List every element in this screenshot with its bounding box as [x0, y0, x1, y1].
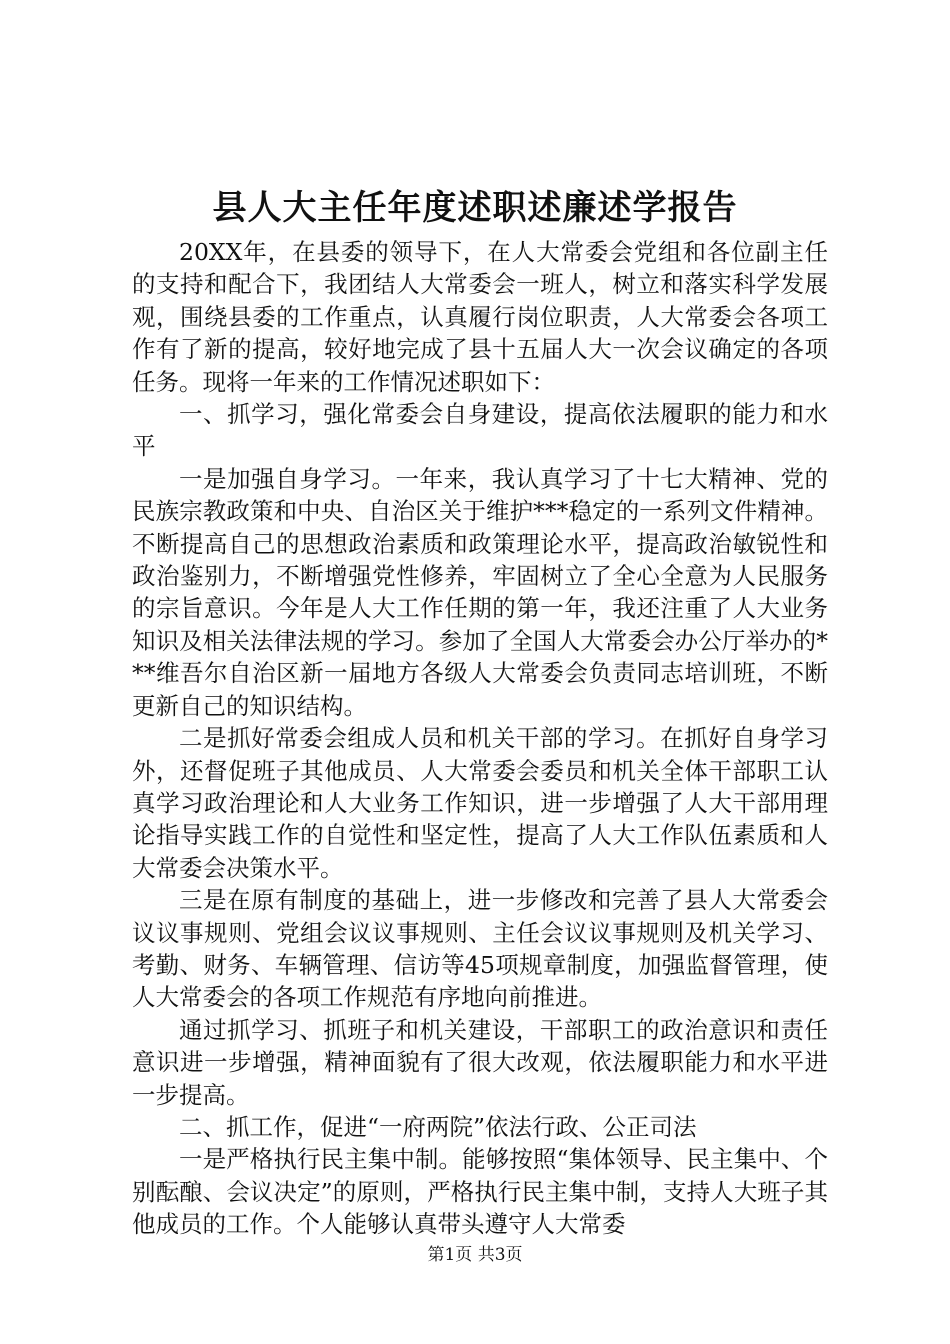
- page-number-footer: 第1页 共3页: [427, 1245, 523, 1265]
- section-heading-2: 二、抓工作，促进“一府两院”依法行政、公正司法: [179, 1112, 697, 1141]
- paragraph-member-study: 二是抓好常委会组成人员和机关干部的学习。在抓好自身学习外，还督促班子其他成员、人大常委会委员和机关全体干部职工认真学习政治理论和人大业务工作知识，进一步增强了人大干部用理论指导实践工作的自觉性和坚定性，提高了人大工作队伍素质和人大常委会决策水平。: [132, 724, 828, 882]
- document-body: [132, 236, 828, 1241]
- paragraph-summary: 通过抓学习、抓班子和机关建设，干部职工的政治意识和责任意识进一步增强，精神面貌有了很大改观，依法履职能力和水平进一步提高。: [132, 1015, 828, 1109]
- paragraph-rules: 三是在原有制度的基础上，进一步修改和完善了县人大常委会议议事规则、党组会议议事规则、主任会议议事规则及机关学习、考勤、财务、车辆管理、信访等45项规章制度，加强监督管理，使人大常委会的各项工作规范有序地向前推进。: [132, 886, 828, 1012]
- paragraph-self-study: 一是加强自身学习。一年来，我认真学习了十七大精神、党的民族宗教政策和中央、自治区关于维护***稳定的一系列文件精神。不断提高自己的思想政治素质和政策理论水平，提高政治敏锐性和政治鉴别力，不断增强党性修养，牢固树立了全心全意为人民服务的宗旨意识。今年是人大工作任期的第一年，我还注重了人大业务知识及相关法律法规的学习。参加了全国人大常委会办公厅举办的***维吾尔自治区新一届地方各级人大常委会负责同志培训班，不断更新自己的知识结构。: [132, 464, 828, 720]
- paragraph-democratic-centralism: 一是严格执行民主集中制。能够按照“集体领导、民主集中、个别酝酿、会议决定”的原则，严格执行民主集中制，支持人大班子其他成员的工作。个人能够认真带头遵守人大常委: [132, 1145, 828, 1239]
- section-heading-1: 一、抓学习，强化常委会自身建设，提高依法履职的能力和水平: [132, 400, 828, 461]
- document-title: 县人大主任年度述职述廉述学报告: [212, 188, 738, 228]
- paragraph-intro: 20XX年，在县委的领导下，在人大常委会党组和各位副主任的支持和配合下，我团结人大常委会一班人，树立和落实科学发展观，围绕县委的工作重点，认真履行岗位职责，人大常委会各项工作有了新的提高，较好地完成了县十五届人大一次会议确定的各项任务。现将一年来的工作情况述职如下：: [132, 238, 828, 396]
